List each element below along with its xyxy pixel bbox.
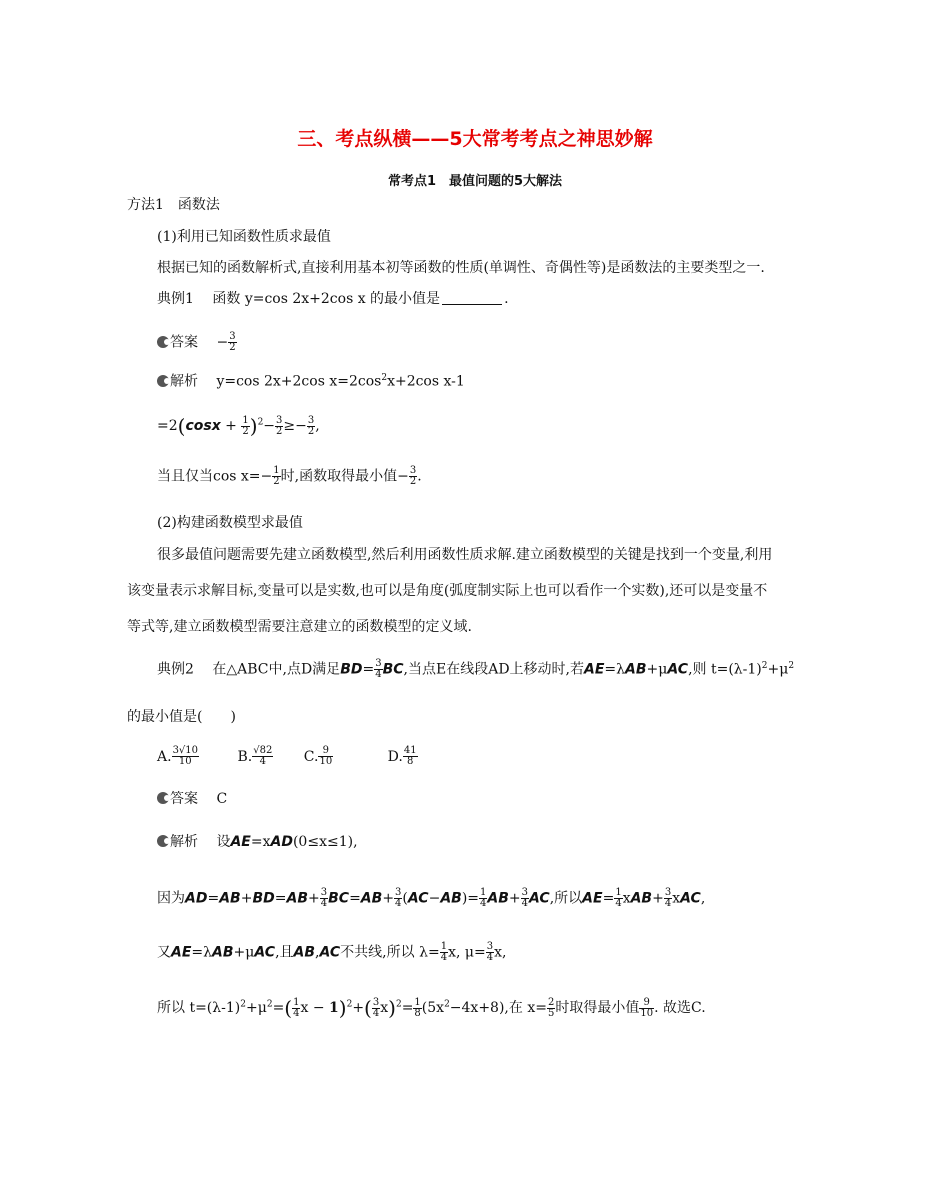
- fraction: $\frac{3}{2}$: [229, 331, 236, 353]
- example2-analysis-line3: 又AE=λAB+μAC,且AB,AC不共线,所以 λ= $\frac{1}{4}$ x, μ= $\frac{3}{4}$ x,: [157, 941, 507, 963]
- section2-paragraph-line2: 该变量表示求解目标,变量可以是实数,也可以是角度(弧度制实际上也可以看作一个实数),还可以是变量不: [127, 583, 768, 599]
- section-subtitle: 常考点1 最值问题的5大解法: [387, 174, 563, 189]
- section1-heading: (1)利用已知函数性质求最值: [157, 229, 331, 245]
- analysis-label: 解析: [170, 373, 198, 390]
- example2-analysis-line2: 因为AD=AB+BD=AB+ $\frac{3}{4}$ BC=AB+ $\frac{3}{4}$ (AC−AB)= $\frac{1}{4}$ AB+ $\frac{3}{4}$ AC,所以AE= $\frac{1}{4}$ xAB+ $\frac{3}{4}$ xAC,: [157, 887, 706, 909]
- example2-line1: 典例2 在△ABC中,点D满足BD= $\frac{3}{4}$ BC,当点E在线段AD上移动时,若AE=λAB+μAC,则 $t=(\lambda-1)^2+\mu^2$: [157, 658, 795, 680]
- example1-answer: 答案 − $\frac{3}{2}$: [157, 332, 237, 353]
- analysis-marker-icon: [157, 835, 169, 847]
- example1-label: 典例1: [157, 291, 194, 307]
- page-title: 三、考点纵横——5大常考考点之神思妙解: [297, 128, 653, 150]
- example2-answer-value: C: [216, 791, 228, 807]
- option-b: B. $\frac{√82}{4}$: [237, 745, 273, 767]
- example1-line: 典例1 函数 y=cos 2x+2cos x 的最小值是 .: [157, 291, 509, 307]
- section2-heading: (2)构建函数模型求最值: [157, 515, 303, 531]
- answer-label: 答案: [170, 334, 198, 351]
- example2-analysis-line4: 所以 $t=(\lambda-1)^2+\mu^2=$( $\frac{1}{4}$ x − 1)$^2$+( $\frac{3}{4}$ x)$^2$= $\frac{1}{8}$ $(5x^2-4x+8)$,在 x= $\frac{2}{5}$ 时取得最小值 $\frac{9}{10}$ . 故选C.: [157, 996, 706, 1020]
- answer-blank: [442, 304, 502, 305]
- example1-analysis-line1: 解析 y=cos 2x+2cos $x=2\cos^2x+2\cos$ x-1: [157, 373, 465, 390]
- option-a: A. $\frac{3√10}{10}$: [157, 745, 199, 767]
- method-heading: 方法1 函数法: [127, 197, 220, 213]
- example2-answer: 答案 C: [157, 791, 227, 808]
- analysis-marker-icon: [157, 375, 169, 387]
- answer-marker-icon: [157, 792, 169, 804]
- example1-analysis-line2: =2(cosx + $\frac{1}{2}$ )$^2$− $\frac{3}{2}$ ≥− $\frac{3}{2}$ ,: [157, 414, 320, 438]
- section2-paragraph-line3: 等式等,建立函数模型需要注意建立的函数模型的定义域.: [127, 619, 472, 635]
- answer-marker-icon: [157, 336, 169, 348]
- section1-intro: 根据已知的函数解析式,直接利用基本初等函数的性质(单调性、奇偶性等)是函数法的主要类型之一.: [157, 260, 765, 276]
- example2-line2: 的最小值是( ): [127, 709, 236, 725]
- example1-analysis-line3: 当且仅当cos x=− $\frac{1}{2}$ 时,函数取得最小值− $\frac{3}{2}$ .: [157, 465, 422, 487]
- option-c: C. $\frac{9}{10}$: [303, 745, 333, 767]
- example1-text: 函数 y=cos 2x+2cos x 的最小值是: [212, 291, 441, 307]
- option-d: D. $\frac{41}{8}$: [387, 745, 417, 767]
- example2-analysis-line1: 解析 设AE=xAD(0≤x≤1),: [157, 834, 358, 851]
- example2-label: 典例2: [157, 661, 194, 678]
- example2-options: [157, 746, 418, 767]
- section2-paragraph-line1: 很多最值问题需要先建立函数模型,然后利用函数性质求解.建立函数模型的关键是找到一个变量,利用: [157, 547, 773, 563]
